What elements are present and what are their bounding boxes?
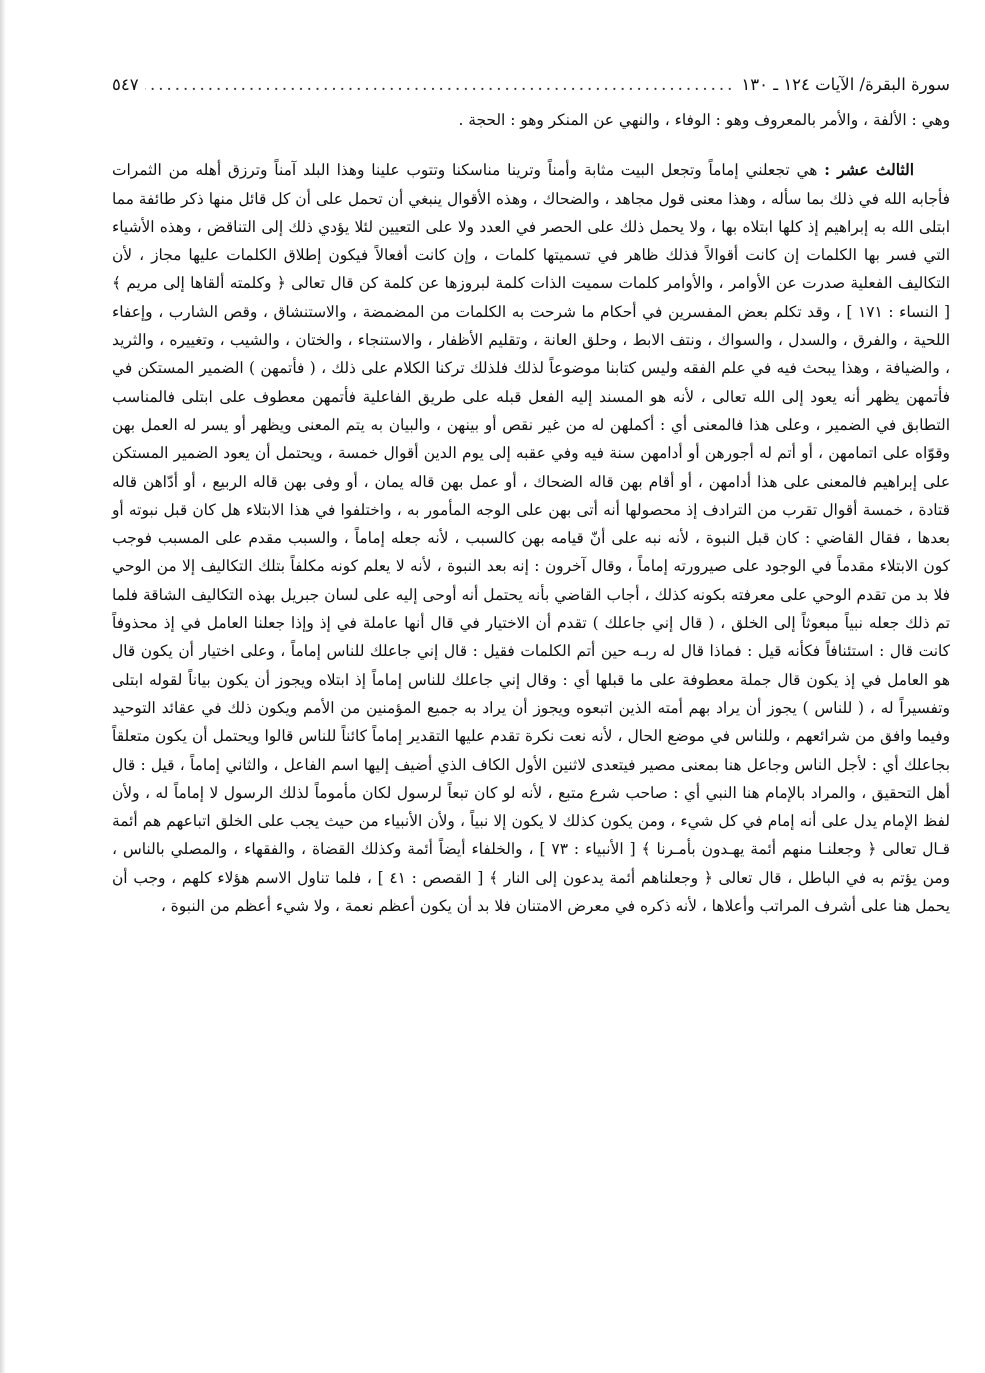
header-title: سورة البقرة/ الآيات ١٢٤ ـ ١٣٠ (741, 75, 950, 94)
scan-edge-shadow (0, 0, 6, 1373)
thirteenth-heading: الثالث عشر : (824, 161, 914, 180)
thirteenth-body: هي تجعلني إماماً وتجعل البيت مثابة وأمناً وترينا مناسكنا وتتوب علينا وهذا البلد آمناً وترزق أهله من الثمرات فأجابه الله في ذلك بما سأله ، وهذا معنى قول مجاهد ، والضحاك ، وهذه الأقوال ينبغي أن تحمل على أن كل قائل منها ذكر طائفة مما ابتلى الله به إبراهيم إذ كلها ابتلاه بها ، ولا يحمل ذلك على الحصر في العدد ولا على التعيين لئلا يؤدي ذلك إلى التناقض ، وهذه الأشياء التي فسر بها الكلمات إن كانت أقوالاً فذلك ظاهر في تسميتها كلمات ، وإن كانت أفعالاً فيكون إطلاق الكلمات عليها مجاز ، لأن التكاليف الفعلية صدرت عن الأوامر ، والأوامر كلمات سميت الذات كلمة لبروزها عن كلمة كن قال تعالى ﴿ وكلمته ألقاها إلى مريم ﴾ [ النساء : ١٧١ ] ، وقد تكلم بعض المفسرين في أحكام ما شرحت به الكلمات من المضمضة ، والاستنشاق ، وقص الشارب ، وإعفاء اللحية ، والفرق ، والسدل ، والسواك ، ونتف الابط ، وحلق العانة ، وتقليم الأظفار ، والاستنجاء ، والختان ، والشيب ، وتغييره ، والثريد ، والضيافة ، وهذا يبحث فيه في علم الفقه وليس كتابنا موضوعاً لذلك فلذلك تركنا الكلام على ذلك ، ( فأتمهن ) الضمير المستكن في فأتمهن يظهر أنه يعود إلى الله تعالى ، لأنه هو المسند إليه الفعل قبله على طريق الفاعلية فأتمهن معطوف على ابتلى فالمناسب التطابق في الضمير ، وعلى هذا فالمعنى أي : أكملهن له من غير نقص أو بينهن ، والبيان به يتم المعنى ويظهر أو يسر له العمل بهن وقوّاه على اتمامهن ، أو أتم له أجورهن أو أدامهن سنة فيه وفي عقبه إلى يوم الدين أقوال خمسة ، ويحتمل أن يعود الضمير المستكن على إبراهيم فالمعنى على هذا أدامهن ، أو أقام بهن قاله الضحاك ، أو عمل بهن قاله يمان ، أو وفى بهن قاله الربيع ، أو أدّاهن قاله قتادة ، خمسة أقوال تقرب من الترادف إذ محصولها أنه أتى بهن على الوجه المأمور به ، واختلفوا في هذا الابتلاء هل كان قبل نبوته أو بعدها ، فقال القاضي : كان قبل النبوة ، لأنه نبه على أنّ قيامه بهن كالسبب ، لأنه جعله إماماً ، والسبب مقدم على المسبب فوجب كون الابتلاء مقدماً في الوجود على صيرورته إماماً ، وقال آخرون : إنه بعد النبوة ، لأنه لا يعلم كونه مكلفاً بتلك التكاليف إلا من الوحي فلا بد من تقدم الوحي على معرفته بكونه كذلك ، أجاب القاضي بأنه يحتمل أنه أوحى إليه على لسان جبريل بهذه التكاليف الشاقة فلما تم ذلك جعله نبياً مبعوثاً إلى الخلق ، ( قال إني جاعلك ) تقدم أن الاختيار في قال أنها عاملة في إذ وإذا جعلنا العامل في إذ محذوفاً كانت قال : استئنافاً فكأنه قيل : فماذا قال له ربـه حين أتم الكلمات فقيل : قال إني جاعلك للناس إماماً ، وعلى اختيار أن يكون قال هو العامل في إذ يكون قال جملة معطوفة على ما قبلها أي : وقال إني جاعلك للناس إماماً إذ ابتلاه ويجوز أن يكون بياناً لقوله ابتلى وتفسيراً له ، ( للناس ) يجوز أن يراد بهم أمته الذين اتبعوه ويجوز أن يراد به جميع المؤمنين من الأمم ويكون ذلك في عقائد التوحيد وفيما وافق من شرائعهم ، وللناس في موضع الحال ، لأنه نعت نكرة تقدم عليها التقدير إماماً كائناً للناس قالوا ويحتمل أن يكون متعلقاً بجاعلك أي : لأجل الناس وجاعل هنا بمعنى مصير فيتعدى لاثنين الأول الكاف الذي أضيف إليها اسم الفاعل ، والثاني إماماً ، قيل : قال أهل التحقيق ، والمراد بالإمام هنا النبي أي : صاحب شرع متبع ، لأنه لو كان تبعاً لرسول لكان مأموماً لذلك الرسول لا إماماً له ، ولأن لفظ الإمام يدل على أنه إمام في كل شيء ، ومن يكون كذلك لا يكون إلا نبياً ، ولأن الأنبياء من حيث يجب على الخلق اتباعهم هم أئمة قـال تعالى ﴿ وجعلنـا منهم أئمة يهـدون بأمـرنا ﴾ [ الأنبياء : ٧٣ ] ، والخلفاء أيضاً أئمة وكذلك القضاة ، والفقهاء ، والمصلي بالناس ، ومن يؤتم به في الباطل ، قال تعالى ﴿ وجعلناهم أئمة يدعون إلى النار ﴾ [ القصص : ٤١ ] ، فلما تناول الاسم هؤلاء كلهم ، وجب أن يحمل هنا على أشرف المراتب وأعلاها ، لأنه ذكره في معرض الامتنان فلا بد أن يكون أعظم نعمة ، ولا شيء أعظم من النبوة ، (112, 161, 951, 916)
continuation-paragraph: وهي : الألفة ، والأمر بالمعروف وهو : الوفاء ، والنهي عن المنكر وهو : الحجة . (458, 111, 950, 129)
thirteenth-paragraph (112, 156, 950, 920)
header-leader-dots (145, 72, 736, 98)
page-number: ٥٤٧ (112, 75, 139, 94)
book-page (112, 72, 950, 920)
running-header (112, 72, 950, 100)
